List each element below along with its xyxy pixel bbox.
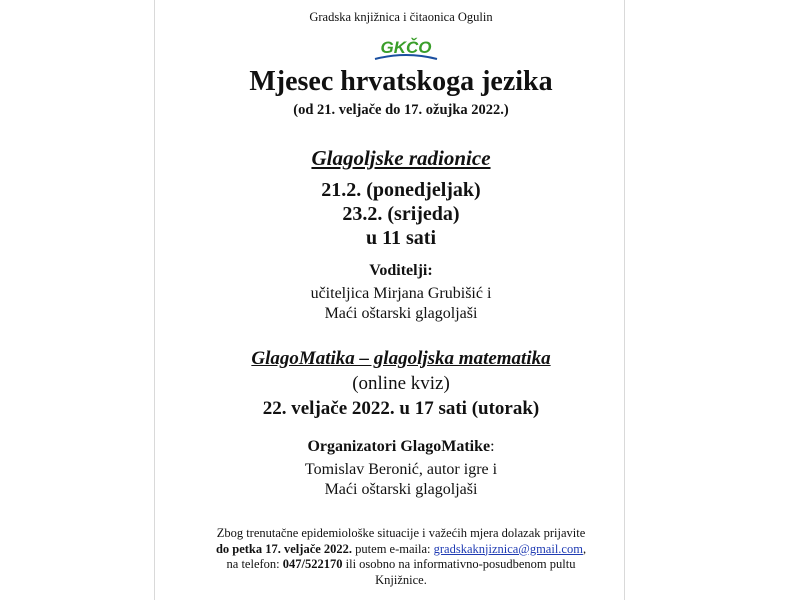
library-logo xyxy=(371,33,441,63)
notice-phone: 047/522170 xyxy=(282,557,343,571)
workshop-title: Glagoljske radionice xyxy=(311,146,491,170)
organizers-list xyxy=(176,460,626,500)
leaders-label: Voditelji: xyxy=(369,262,433,279)
leaders-list xyxy=(176,284,626,324)
organizers-label-text: Organizatori GlagoMatike xyxy=(307,438,491,455)
notice-deadline: do petka 17. veljače 2022. xyxy=(215,541,353,556)
quiz-title: GlagoMatika – glagoljska matematika xyxy=(251,348,551,369)
event-date-range: (od 21. veljače do 17. ožujka 2022.) xyxy=(293,102,509,118)
email-link[interactable]: gradskaknjiznica@gmail.com xyxy=(433,541,583,556)
notice-line-1: Zbog trenutačne epidemiološke situacije i važećih mjera dolazak prijavite xyxy=(216,526,586,540)
notice-phone-suffix: ili osobno na informativno-posudbenom pultu xyxy=(342,557,576,571)
notice-email-prefix: putem e-maila: xyxy=(352,541,434,556)
session-time: u 11 sati xyxy=(365,227,437,249)
quiz-date: 22. veljače 2022. u 17 sati (utorak) xyxy=(262,398,540,419)
notice-line-3 xyxy=(176,557,626,573)
notice-email-suffix: , xyxy=(582,541,587,556)
page-border-left xyxy=(154,0,155,600)
organizers-label xyxy=(176,438,626,456)
quiz-subtitle: (online kviz) xyxy=(352,373,450,394)
event-title: Mjesec hrvatskoga jezika xyxy=(249,66,553,97)
notice-line-4: Knjižnice. xyxy=(375,572,427,587)
session-1: 21.2. (ponedjeljak) xyxy=(321,179,481,201)
library-name: Gradska knjižnica i čitaonica Ogulin xyxy=(309,10,493,24)
workshop-sessions xyxy=(176,178,626,250)
leader-2: Maći oštarski glagoljaši xyxy=(324,305,478,322)
organizers-colon: : xyxy=(490,438,495,455)
organizer-1: Tomislav Beronić, autor igre i xyxy=(304,461,498,478)
logo-text: GKČO xyxy=(380,38,432,57)
notice-line-2 xyxy=(176,542,626,558)
notice-phone-prefix: na telefon: xyxy=(226,557,283,571)
session-2: 23.2. (srijeda) xyxy=(342,203,460,225)
registration-notice xyxy=(176,526,626,588)
organizer-2: Maći oštarski glagoljaši xyxy=(324,481,478,498)
leader-1: učiteljica Mirjana Grubišić i xyxy=(310,285,492,302)
